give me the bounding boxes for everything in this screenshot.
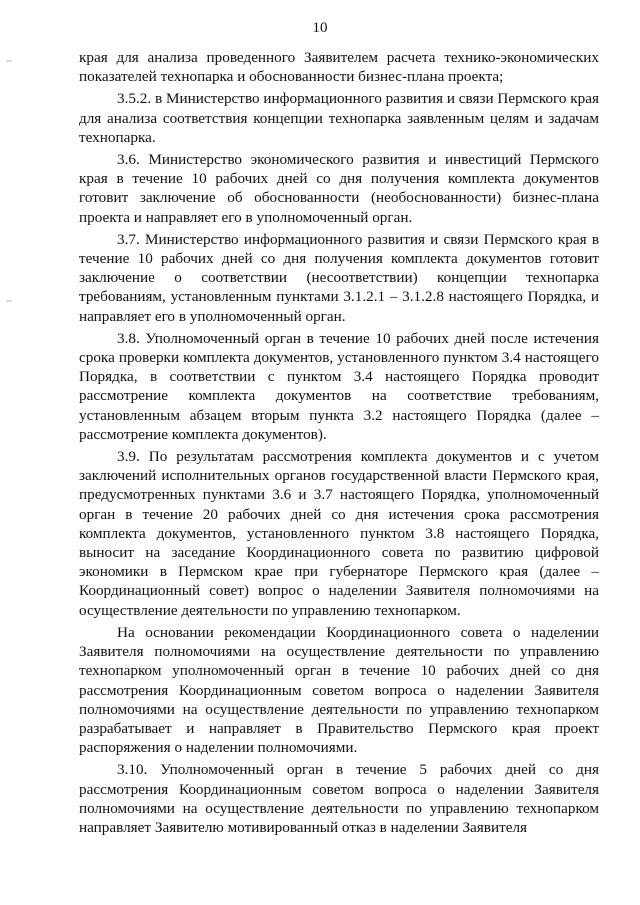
scan-margin-mark [6,300,12,302]
paragraph-3-9-second: На основании рекомендации Координационного совета о наделении Заявителя полномочиями на осуществление деятельности по управлению технопарком уполномоченный орган в течение 10 рабочих дней со дня рассмотрения Координационным советом вопроса о наделении Заявителя полномочиями на осуществление деятельности по управлению технопарком разрабатывает и направляет в Правительство Пермского края проект распоряжения о наделении полномочиями. [79,623,599,757]
paragraph-3-10: 3.10. Уполномоченный орган в течение 5 рабочих дней со дня рассмотрения Координационным советом вопроса о наделении Заявителя полномочиями на осуществление деятельности по управлению технопарком направляет Заявителю мотивированный отказ в наделении Заявителя [79,761,599,836]
paragraph-3-5-2: 3.5.2. в Министерство информационного развития и связи Пермского края для анализа соответствия концепции технопарка заявленным целям и задачам технопарка. [79,90,599,146]
paragraph-3-6: 3.6. Министерство экономического развития и инвестиций Пермского края в течение 10 рабочих дней со дня получения комплекта документов готовит заключение об обоснованности (необоснованности) бизнес-плана проекта и направляет его в уполномоченный орган. [79,151,599,226]
paragraph-3-7: 3.7. Министерство информационного развития и связи Пермского края в течение 10 рабочих дней со дня получения комплекта документов готовит заключение о соответствии (несоответствии) концепции технопарка требованиям, установленным пунктами 3.1.2.1 – 3.1.2.8 настоящего Порядка, и направляет его в уполномоченный орган. [79,230,599,325]
page-number: 10 [312,20,328,36]
paragraph-continuation: края для анализа проведенного Заявителем расчета технико-экономических показателей технопарка и обоснованности бизнес-плана проекта; [79,49,599,86]
scan-margin-mark [6,60,12,62]
paragraph-3-8: 3.8. Уполномоченный орган в течение 10 рабочих дней после истечения срока проверки комплекта документов, установленного пунктом 3.4 настоящего Порядка, в соответствии с пунктом 3.4 настоящего Порядка проводит рассмотрение комплекта документов на соответствие требованиям, установленным абзацем вторым пункта 3.2 настоящего Порядка (далее – рассмотрение комплекта документов). [79,329,599,443]
paragraph-3-9: 3.9. По результатам рассмотрения комплекта документов и с учетом заключений исполнительных органов государственной власти Пермского края, предусмотренных пунктами 3.6 и 3.7 настоящего Порядка, уполномоченный орган в течение 20 рабочих дней со дня истечения срока рассмотрения комплекта документов, установленного пунктом 3.8 настоящего Порядка, выносит на заседание Координационного совета по развитию цифровой экономики в Пермском крае при губернаторе Пермского края (далее – Координационный совет) вопрос о наделении Заявителя полномочиями на осуществление деятельности по управлению технопарком. [79,448,599,619]
document-body [79,48,599,840]
